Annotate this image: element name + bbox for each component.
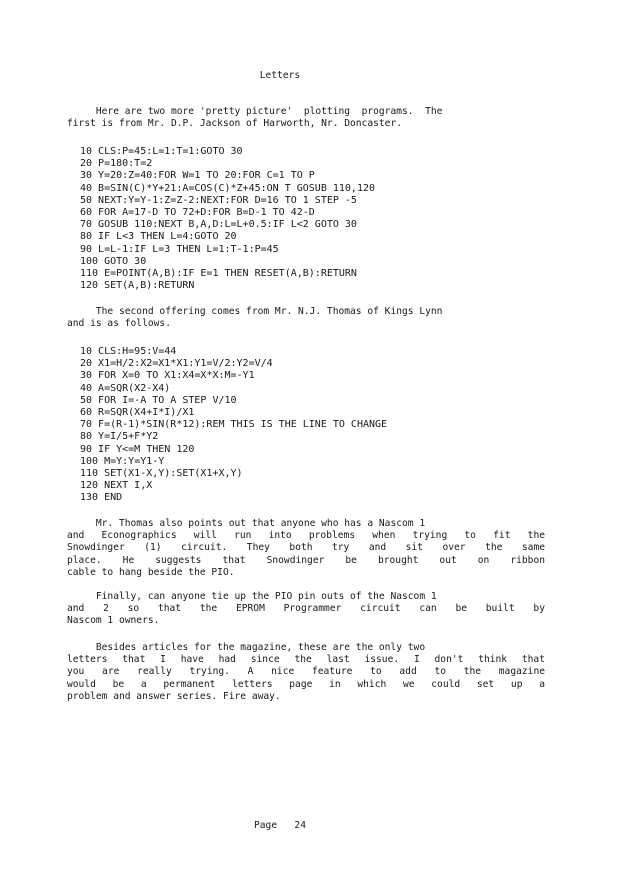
- text-line: Here are two more 'pretty picture' plotting programs. The: [67, 106, 443, 117]
- text-line: you are really trying. A nice feature to add to the magazine: [67, 666, 545, 678]
- paragraph-second-offering: [67, 306, 545, 330]
- code-line: 80 Y=I/5+F*Y2: [80, 431, 159, 443]
- code-line: 40 B=SIN(C)*Y+21:A=COS(C)*Z+45:ON T GOSUB 110,120: [80, 182, 376, 194]
- page-number: Page 24: [254, 820, 306, 831]
- code-line: 20 X1=H/2:X2=X1*X1:Y1=V/2:Y2=V/4: [80, 358, 273, 370]
- paragraph-intro: [67, 106, 545, 130]
- code-line: 110 E=POINT(A,B):IF E=1 THEN RESET(A,B):RETURN: [80, 267, 357, 279]
- text-line: problem and answer series. Fire away.: [67, 690, 281, 702]
- text-line: first is from Mr. D.P. Jackson of Harworth, Nr. Doncaster.: [67, 118, 403, 130]
- code-line: 100 GOTO 30: [80, 255, 147, 267]
- code-line: 130 END: [80, 492, 123, 504]
- code-line: 50 FOR I=-A TO A STEP V/10: [80, 394, 237, 406]
- code-line: 30 Y=20:Z=40:FOR W=1 TO 20:FOR C=1 TO P: [80, 170, 315, 182]
- code-line: 100 M=Y:Y=Y1-Y: [80, 455, 165, 467]
- text-line: Besides articles for the magazine, these are the only two: [67, 642, 426, 653]
- paragraph-nascom-problem: [67, 518, 545, 579]
- text-line: cable to hang beside the PIO.: [67, 566, 235, 578]
- text-line: and 2 so that the EPROM Programmer circuit can be built by: [67, 603, 545, 615]
- code-line: 70 GOSUB 110:NEXT B,A,D:L=L+0.5:IF L<2 GOTO 30: [80, 219, 357, 231]
- code-line: 120 NEXT I,X: [80, 480, 153, 492]
- code-line: 30 FOR X=0 TO X1:X4=X*X:M=-Y1: [80, 370, 255, 382]
- code-line: 90 L=L-1:IF L=3 THEN L=1:T-1:P=45: [80, 243, 279, 255]
- code-line: 110 SET(X1-X,Y):SET(X1+X,Y): [80, 467, 243, 479]
- page-title: Letters: [259, 70, 301, 81]
- paragraph-pio-request: [67, 591, 545, 628]
- code-listing-thomas: [80, 346, 540, 504]
- code-line: 10 CLS:P=45:L=1:T=1:GOTO 30: [80, 146, 243, 157]
- paragraph-closing: [67, 642, 545, 703]
- text-line: Snowdinger (1) circuit. They both try and sit over the same: [67, 542, 545, 554]
- text-line: Mr. Thomas also points out that anyone who has a Nascom 1: [67, 518, 426, 529]
- code-line: 60 R=SQR(X4+I*I)/X1: [80, 406, 195, 418]
- code-line: 20 P=180:T=2: [80, 158, 153, 170]
- text-line: and is as follows.: [67, 318, 171, 330]
- code-line: 120 SET(A,B):RETURN: [80, 280, 195, 292]
- code-line: 90 IF Y<=M THEN 120: [80, 443, 195, 455]
- code-line: 50 NEXT:Y=Y-1:Z=Z-2:NEXT:FOR D=16 TO 1 STEP -5: [80, 194, 357, 206]
- code-line: 70 F=(R-1)*SIN(R*12):REM THIS IS THE LINE TO CHANGE: [80, 419, 388, 431]
- code-line: 60 FOR A=17-D TO 72+D:FOR B=D-1 TO 42-D: [80, 206, 315, 218]
- text-line: letters that I have had since the last issue. I don't think that: [67, 654, 545, 666]
- code-line: 10 CLS:H=95:V=44: [80, 346, 177, 357]
- text-line: The second offering comes from Mr. N.J. Thomas of Kings Lynn: [67, 306, 443, 317]
- code-line: 80 IF L<3 THEN L=4:GOTO 20: [80, 231, 237, 243]
- text-line: and Econographics will run into problems when trying to fit the: [67, 530, 545, 542]
- text-line: place. He suggests that Snowdinger be brought out on ribbon: [67, 554, 545, 566]
- text-line: Finally, can anyone tie up the PIO pin outs of the Nascom 1: [67, 591, 437, 602]
- code-line: 40 A=SQR(X2-X4): [80, 382, 171, 394]
- code-listing-jackson: [80, 146, 540, 292]
- text-line: would be a permanent letters page in which we could set up a: [67, 678, 545, 690]
- text-line: Nascom 1 owners.: [67, 615, 160, 627]
